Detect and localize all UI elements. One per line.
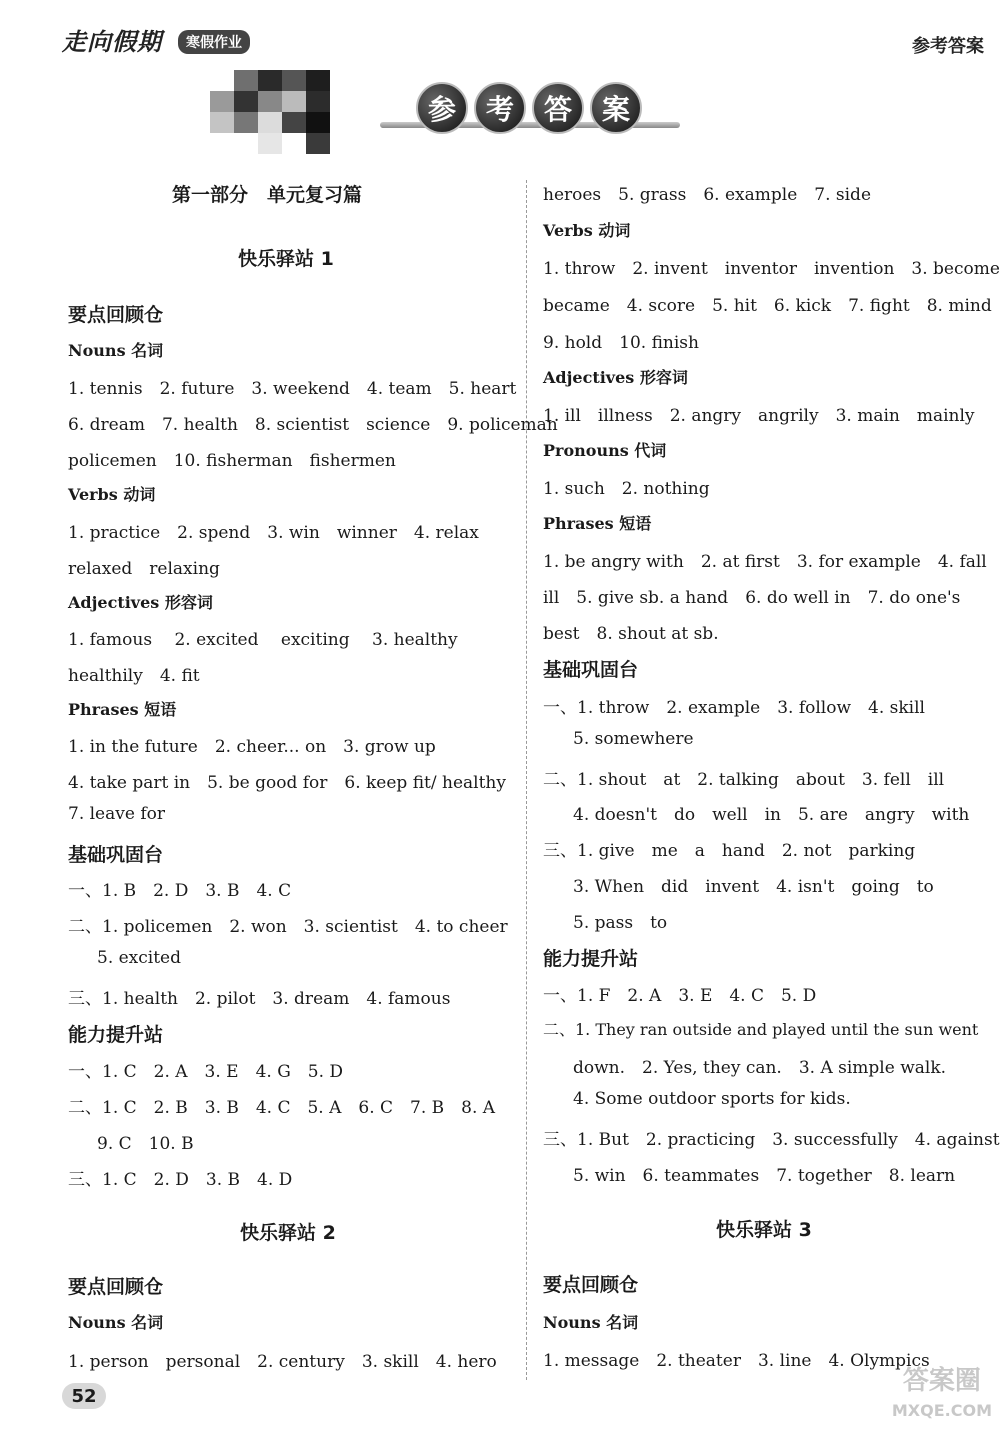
- nouns-heading: Nouns 名词: [68, 341, 164, 360]
- answer-line: 1. famous 2. excited exciting 3. healthy: [68, 630, 458, 650]
- answer-line: became 4. score 5. hit 6. kick 7. fight 8. mind: [543, 296, 992, 316]
- banner-char-3: 答: [532, 82, 584, 134]
- adjectives-heading: Adjectives 形容词: [68, 593, 213, 612]
- column-divider: [526, 180, 527, 1380]
- answer-key-banner: [380, 78, 680, 138]
- pronouns-heading: Pronouns 代词: [543, 441, 667, 460]
- answer-line: heroes 5. grass 6. example 7. side: [543, 185, 872, 205]
- page-number: 52: [62, 1383, 106, 1409]
- banner-char-1: 参: [416, 82, 468, 134]
- adjectives-heading: Adjectives 形容词: [543, 368, 688, 387]
- answer-line: 一、1. C 2. A 3. E 4. G 5. D: [68, 1062, 344, 1082]
- answer-line: 二、1. C 2. B 3. B 4. C 5. A 6. C 7. B 8. A: [68, 1098, 496, 1118]
- answer-line: 1. in the future 2. cheer... on 3. grow up: [68, 737, 436, 757]
- answer-line: 三、1. But 2. practicing 3. successfully 4. against: [543, 1130, 1000, 1150]
- banner-char-2: 考: [474, 82, 526, 134]
- phrases-heading: Phrases 短语: [68, 700, 177, 719]
- answer-line: 1. such 2. nothing: [543, 479, 710, 499]
- answer-line: 二、1. policemen 2. won 3. scientist 4. to cheer: [68, 917, 508, 937]
- running-header: 参考答案: [912, 36, 984, 57]
- answer-line: healthily 4. fit: [68, 666, 200, 686]
- part-title: 第一部分 单元复习篇: [172, 184, 363, 206]
- answer-line: 9. hold 10. finish: [543, 333, 699, 353]
- ability-heading: 能力提升站: [68, 1024, 164, 1046]
- answer-line: 三、1. health 2. pilot 3. dream 4. famous: [68, 989, 451, 1009]
- answer-line: 1. tennis 2. future 3. weekend 4. team 5. heart: [68, 379, 517, 399]
- answer-line: 二、1. shout at 2. talking about 3. fell ill: [543, 770, 945, 790]
- answer-line: 1. ill illness 2. angry angrily 3. main mainly: [543, 406, 975, 426]
- phrases-heading: Phrases 短语: [543, 514, 652, 533]
- banner-char-4: 案: [590, 82, 642, 134]
- answer-line: 一、1. F 2. A 3. E 4. C 5. D: [543, 986, 817, 1006]
- station-2-title: 快乐驿站 2: [240, 1222, 336, 1244]
- site-watermark: 答案圈 MXQE.COM: [891, 1366, 992, 1420]
- answer-line: 4. Some outdoor sports for kids.: [573, 1089, 851, 1109]
- review-heading: 要点回顾仓: [68, 304, 164, 326]
- answer-line: ill 5. give sb. a hand 6. do well in 7. do one's: [543, 588, 961, 608]
- review-heading: 要点回顾仓: [543, 1274, 639, 1296]
- answer-line: 3. When did invent 4. isn't going to: [573, 877, 934, 897]
- nouns-heading: Nouns 名词: [543, 1313, 639, 1332]
- answer-line: 1. practice 2. spend 3. win winner 4. relax: [68, 523, 479, 543]
- answer-line: 三、1. C 2. D 3. B 4. D: [68, 1170, 293, 1190]
- answer-line: down. 2. Yes, they can. 3. A simple walk.: [573, 1058, 947, 1078]
- answer-line: 4. doesn't do well in 5. are angry with: [573, 805, 970, 825]
- answer-line: relaxed relaxing: [68, 559, 220, 579]
- answer-line: 9. C 10. B: [97, 1134, 194, 1154]
- answer-line: 二、1. They ran outside and played until the sun went: [543, 1020, 979, 1039]
- answer-line: 5. pass to: [573, 913, 668, 933]
- ability-heading: 能力提升站: [543, 948, 639, 970]
- station-1-title: 快乐驿站 1: [238, 248, 334, 270]
- answer-line: 一、1. throw 2. example 3. follow 4. skill: [543, 698, 925, 718]
- answer-line: 三、1. give me a hand 2. not parking: [543, 841, 916, 861]
- answer-line: 6. dream 7. health 8. scientist science 9. policeman: [68, 415, 558, 435]
- answer-line: 4. take part in 5. be good for 6. keep fit/ healthy: [68, 773, 506, 793]
- basic-heading: 基础巩固台: [68, 844, 164, 866]
- verbs-heading: Verbs 动词: [68, 485, 156, 504]
- answer-line: 5. excited: [97, 948, 182, 968]
- nouns-heading: Nouns 名词: [68, 1313, 164, 1332]
- answer-line: best 8. shout at sb.: [543, 624, 719, 644]
- answer-line: 1. message 2. theater 3. line 4. Olympics: [543, 1351, 930, 1371]
- answer-line: 5. somewhere: [573, 729, 694, 749]
- answer-line: 1. be angry with 2. at first 3. for example 4. fall: [543, 552, 987, 572]
- answer-line: policemen 10. fisherman fishermen: [68, 451, 396, 471]
- answer-line: 1. person personal 2. century 3. skill 4. hero: [68, 1352, 497, 1372]
- answer-line: 5. win 6. teammates 7. together 8. learn: [573, 1166, 956, 1186]
- station-3-title: 快乐驿站 3: [716, 1219, 812, 1241]
- review-heading: 要点回顾仓: [68, 1276, 164, 1298]
- answer-line: 7. leave for: [68, 804, 165, 824]
- basic-heading: 基础巩固台: [543, 659, 639, 681]
- answer-line: 1. throw 2. invent inventor invention 3. become: [543, 259, 1000, 279]
- redacted-mosaic: [210, 70, 330, 154]
- verbs-heading: Verbs 动词: [543, 221, 631, 240]
- series-logo: 走向假期: [62, 28, 162, 56]
- answer-line: 一、1. B 2. D 3. B 4. C: [68, 881, 292, 901]
- book-badge: 寒假作业: [178, 30, 250, 54]
